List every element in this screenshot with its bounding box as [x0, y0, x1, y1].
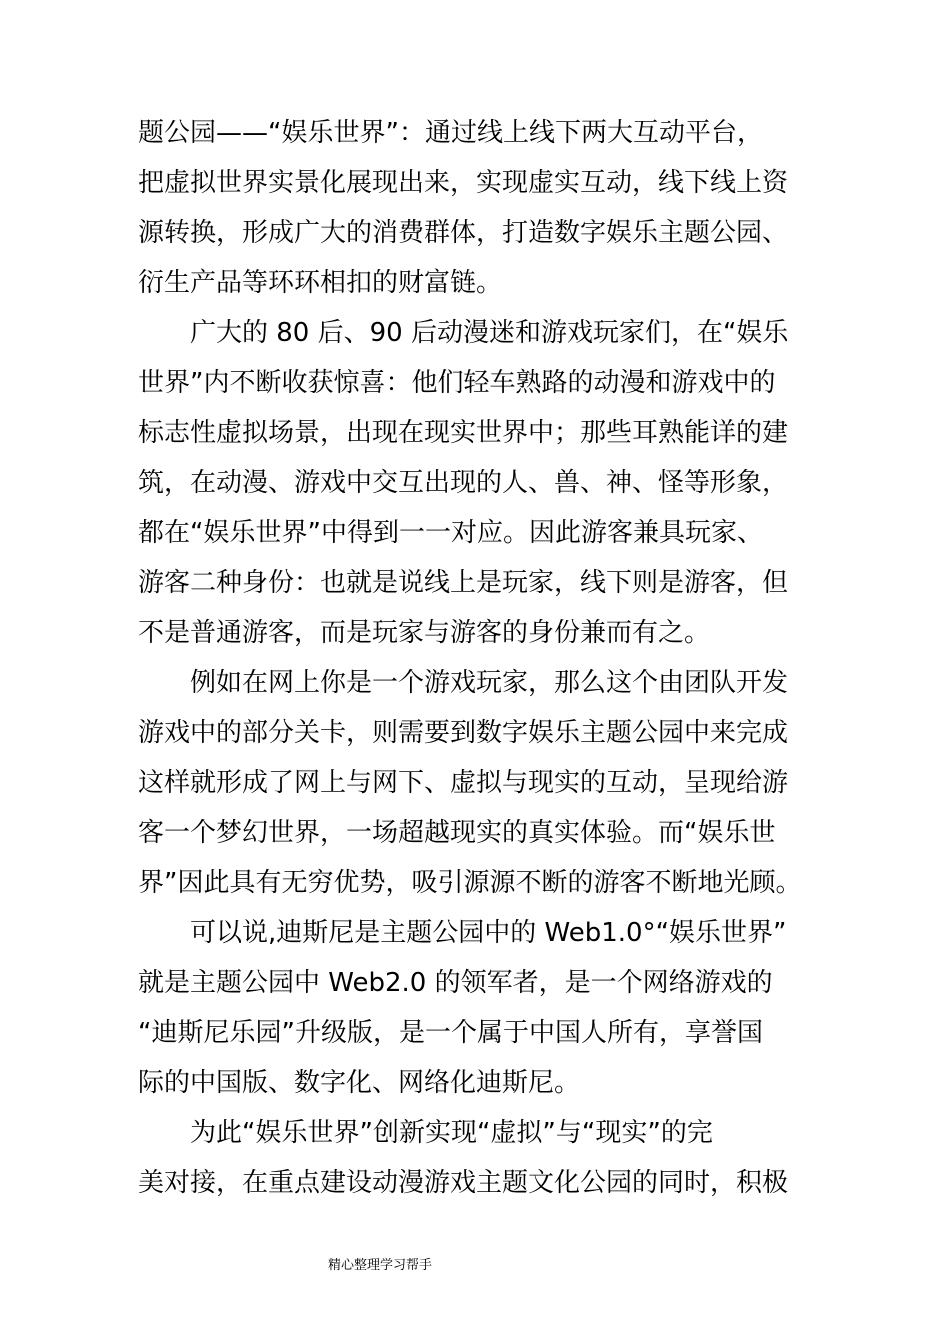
text-line: 界”因此具有无穷优势，吸引源源不断的游客不断地光顾。: [138, 868, 802, 898]
text-line: 题公园——“娱乐世界”：通过线上线下两大互动平台，: [138, 118, 763, 148]
body-text: [138, 108, 838, 1208]
text-line: 美对接，在重点建设动漫游戏主题文化公园的同时，积极: [138, 1168, 789, 1198]
text-line: 游戏中的部分关卡，则需要到数字娱乐主题公园中来完成: [138, 718, 789, 748]
text-line: 就是主题公园中 Web2.0 的领军者，是一个网络游戏的: [138, 968, 773, 998]
text-line: 都在“娱乐世界”中得到一一对应。因此游客兼具玩家、: [138, 518, 763, 548]
text-line: 例如在网上你是一个游戏玩家，那么这个由团队开发: [138, 668, 789, 698]
text-line: 游客二种身份：也就是说线上是玩家，线下则是游客，但: [138, 568, 789, 598]
text-line: “迪斯尼乐园”升级版，是一个属于中国人所有，享誉国: [138, 1018, 763, 1048]
text-line: 不是普通游客，而是玩家与游客的身份兼而有之。: [138, 618, 711, 648]
text-line: 际的中国版、数字化、网络化迪斯尼。: [138, 1068, 581, 1098]
text-line: 广大的 80 后、90 后动漫迷和游戏玩家们，在“娱乐: [138, 318, 789, 348]
page-footer: [0, 1254, 950, 1273]
text-line: 标志性虚拟场景，出现在现实世界中；那些耳熟能详的建: [138, 418, 789, 448]
text-line: 世界”内不断收获惊喜：他们轻车熟路的动漫和游戏中的: [138, 368, 776, 398]
text-line: 衍生产品等环环相扣的财富链。: [138, 268, 503, 298]
text-line: 筑，在动漫、游戏中交互出现的人、兽、神、怪等形象，: [138, 468, 789, 498]
text-line: 这样就形成了网上与网下、虚拟与现实的互动，呈现给游: [138, 768, 789, 798]
text-line: 可以说,迪斯尼是主题公园中的 Web1.0°“娱乐世界”: [138, 918, 787, 948]
text-line: 客一个梦幻世界，一场超越现实的真实体验。而“娱乐世: [138, 818, 776, 848]
footer-text: 精心整理学习帮手: [327, 1258, 432, 1273]
text-line: 为此“娱乐世界”创新实现“虚拟”与“现实”的完: [138, 1118, 713, 1148]
text-line: 把虚拟世界实景化展现出来，实现虚实互动，线下线上资: [138, 168, 789, 198]
text-line: 源转换，形成广大的消费群体，打造数字娱乐主题公园、: [138, 218, 789, 248]
